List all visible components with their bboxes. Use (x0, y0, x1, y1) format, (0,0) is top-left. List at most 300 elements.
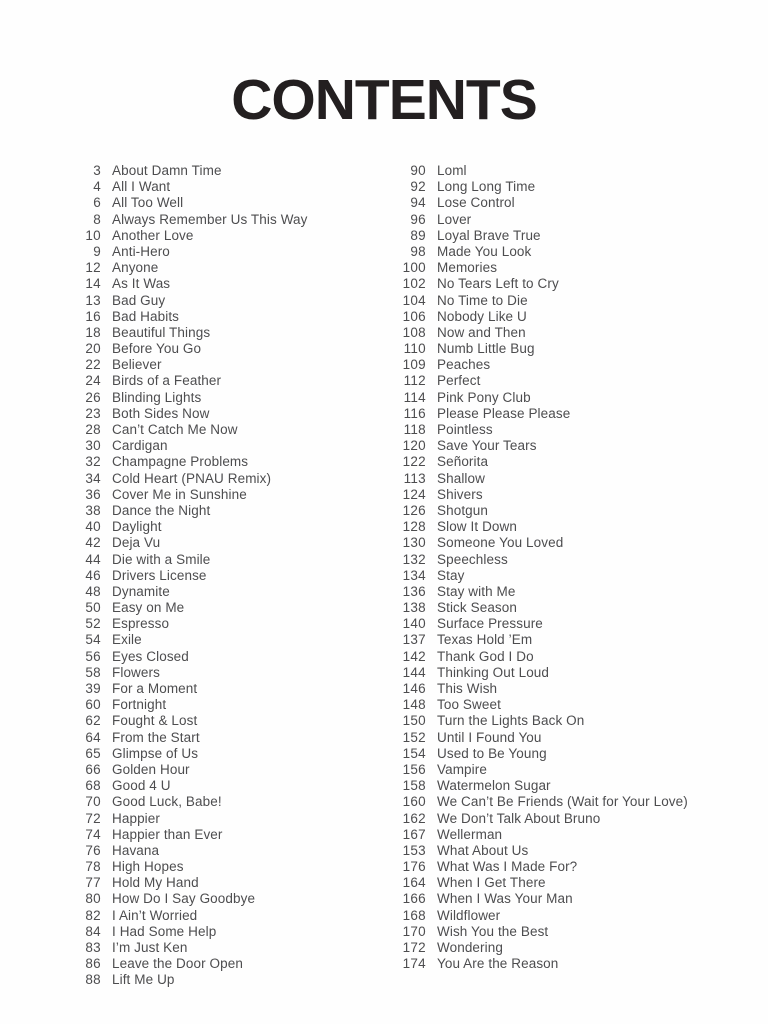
toc-entry-song-title: Long Long Time (437, 179, 536, 195)
toc-entry-page-number: 132 (402, 551, 426, 567)
toc-entry-page-number: 38 (85, 502, 101, 518)
toc-entry-page-number: 82 (85, 907, 101, 923)
toc-entry-page-number: 152 (402, 729, 426, 745)
toc-entry-page-number: 34 (85, 470, 101, 486)
toc-entry-song-title: Daylight (112, 519, 162, 535)
toc-entry-song-title: Can’t Catch Me Now (112, 422, 238, 437)
toc-entry (386, 454, 688, 470)
toc-entry-song-title: Drivers License (112, 567, 207, 583)
toc-entry-song-title: Surface Pressure (437, 616, 543, 632)
toc-entry-song-title: Both Sides Now (112, 405, 210, 421)
toc-entry-song-title: Champagne Problems (112, 454, 249, 470)
toc-entry-song-title: We Don’t Talk About Bruno (437, 810, 601, 826)
toc-entry-song-title: Watermelon Sugar (437, 778, 551, 794)
toc-entry-song-title: Perfect (437, 373, 481, 389)
toc-entry (61, 811, 308, 827)
contents-column-right (386, 163, 688, 972)
toc-entry (61, 665, 308, 681)
toc-entry-page-number: 162 (402, 810, 426, 826)
toc-entry-page-number: 8 (93, 211, 101, 227)
toc-entry (61, 309, 308, 325)
toc-entry-song-title: Thank God I Do (437, 648, 534, 664)
toc-entry (61, 827, 308, 843)
toc-entry (386, 373, 688, 389)
toc-entry-song-title: Good Luck, Babe! (112, 794, 222, 810)
toc-entry-song-title: Dynamite (112, 583, 170, 599)
toc-entry-page-number: 116 (403, 405, 426, 421)
toc-entry-song-title: Fought & Lost (112, 713, 198, 729)
toc-entry (61, 293, 308, 309)
toc-entry-page-number: 166 (402, 891, 426, 907)
toc-entry-page-number: 72 (85, 810, 101, 826)
toc-entry (61, 195, 308, 211)
toc-entry (61, 746, 308, 762)
toc-entry (386, 681, 688, 697)
toc-entry-page-number: 124 (402, 486, 426, 502)
toc-entry-page-number: 80 (85, 891, 101, 907)
toc-entry-song-title: Shivers (437, 486, 483, 502)
toc-entry-page-number: 13 (85, 292, 101, 308)
toc-entry-song-title: Loyal Brave True (437, 227, 541, 243)
toc-entry (386, 438, 688, 454)
toc-entry-page-number: 18 (85, 324, 101, 340)
toc-entry (386, 794, 688, 810)
toc-entry-page-number: 54 (85, 632, 101, 648)
toc-entry-song-title: Lose Control (437, 195, 515, 211)
toc-entry-song-title: Someone You Loved (437, 535, 564, 551)
toc-entry-song-title: Easy on Me (112, 600, 185, 616)
toc-entry-song-title: Cardigan (112, 438, 168, 454)
toc-entry (61, 891, 308, 907)
toc-entry (61, 649, 308, 665)
toc-entry-page-number: 44 (85, 551, 101, 567)
toc-entry-song-title: What About Us (437, 842, 529, 858)
toc-entry-song-title: When I Get There (437, 875, 546, 891)
toc-entry (61, 471, 308, 487)
toc-entry-page-number: 109 (402, 357, 426, 373)
toc-entry-song-title: Pointless (437, 422, 493, 437)
toc-entry-song-title: Eyes Closed (112, 648, 189, 664)
toc-entry (386, 260, 688, 276)
toc-entry (61, 730, 308, 746)
toc-entry (61, 762, 308, 778)
toc-entry (386, 244, 688, 260)
toc-entry-page-number: 77 (85, 875, 101, 891)
toc-entry (61, 632, 308, 648)
toc-entry-song-title: I Ain’t Worried (112, 907, 198, 923)
toc-entry-page-number: 153 (402, 842, 426, 858)
toc-entry (61, 454, 308, 470)
toc-entry (386, 422, 688, 438)
toc-entry-song-title: Pink Pony Club (437, 389, 531, 405)
toc-entry-song-title: Deja Vu (112, 535, 161, 551)
contents-column-left (61, 163, 308, 989)
toc-entry (386, 163, 688, 179)
toc-entry-page-number: 110 (403, 341, 426, 357)
toc-entry-song-title: Memories (437, 260, 498, 276)
toc-entry (386, 519, 688, 535)
toc-entry-page-number: 160 (402, 794, 426, 810)
toc-entry-page-number: 22 (85, 357, 101, 373)
toc-entry (386, 341, 688, 357)
toc-entry-song-title: Texas Hold ’Em (437, 632, 533, 648)
toc-entry-song-title: Before You Go (112, 341, 202, 357)
toc-entry-song-title: What Was I Made For? (437, 859, 578, 875)
toc-entry-page-number: 68 (85, 778, 101, 794)
toc-entry-song-title: Hold My Hand (112, 875, 199, 891)
toc-entry-song-title: High Hopes (112, 859, 184, 875)
toc-entry-song-title: As It Was (112, 276, 171, 292)
toc-entry-page-number: 78 (85, 859, 101, 875)
toc-entry (61, 908, 308, 924)
toc-entry (386, 487, 688, 503)
toc-entry (61, 924, 308, 940)
toc-entry (61, 584, 308, 600)
toc-entry-page-number: 126 (402, 502, 426, 518)
toc-entry-page-number: 167 (402, 826, 426, 842)
toc-entry-song-title: Wondering (437, 940, 503, 955)
toc-entry (386, 665, 688, 681)
toc-entry (61, 940, 308, 956)
toc-entry-page-number: 58 (85, 664, 101, 680)
toc-entry (386, 390, 688, 406)
toc-entry-song-title: When I Was Your Man (437, 891, 573, 907)
toc-entry-page-number: 6 (93, 195, 101, 211)
toc-entry-song-title: Until I Found You (437, 729, 542, 745)
toc-entry-page-number: 3 (93, 163, 101, 178)
toc-entry (61, 778, 308, 794)
toc-entry-song-title: Anyone (112, 260, 159, 276)
toc-entry-page-number: 62 (85, 713, 101, 729)
toc-entry-song-title: Anti-Hero (112, 243, 170, 259)
toc-entry-page-number: 120 (402, 438, 426, 454)
toc-entry-page-number: 150 (402, 713, 426, 729)
toc-entry (386, 212, 688, 228)
toc-entry-page-number: 26 (85, 389, 101, 405)
toc-entry-song-title: Now and Then (437, 324, 526, 340)
toc-entry-page-number: 36 (85, 486, 101, 502)
toc-entry (61, 535, 308, 551)
toc-entry-song-title: Stay (437, 567, 465, 583)
toc-entry-page-number: 154 (402, 745, 426, 761)
toc-entry-song-title: Another Love (112, 227, 194, 243)
toc-entry-song-title: Leave the Door Open (112, 956, 243, 972)
toc-entry-song-title: About Damn Time (112, 163, 222, 178)
toc-entry (386, 616, 688, 632)
toc-entry (386, 924, 688, 940)
toc-entry (61, 244, 308, 260)
toc-entry-song-title: This Wish (437, 681, 498, 696)
toc-entry (386, 325, 688, 341)
toc-entry-page-number: 20 (85, 341, 101, 357)
toc-entry-song-title: Lift Me Up (112, 972, 175, 988)
toc-entry (386, 179, 688, 195)
toc-entry-song-title: Thinking Out Loud (437, 664, 550, 680)
toc-entry-page-number: 148 (402, 697, 426, 713)
toc-entry-song-title: Bad Habits (112, 308, 180, 324)
toc-entry-song-title: Wish You the Best (437, 923, 549, 939)
toc-entry (386, 309, 688, 325)
toc-entry-song-title: Speechless (437, 551, 508, 567)
toc-entry (61, 697, 308, 713)
toc-entry-page-number: 137 (402, 632, 426, 648)
toc-entry-page-number: 113 (403, 470, 426, 486)
toc-entry-song-title: Señorita (437, 454, 489, 470)
toc-entry (386, 195, 688, 211)
toc-entry-page-number: 122 (402, 454, 426, 470)
toc-entry-page-number: 66 (85, 761, 101, 777)
toc-entry-page-number: 42 (85, 535, 101, 551)
toc-entry (61, 859, 308, 875)
toc-entry-song-title: All I Want (112, 179, 171, 195)
toc-entry-page-number: 172 (402, 940, 426, 955)
toc-entry (61, 276, 308, 292)
toc-entry (61, 179, 308, 195)
toc-entry-song-title: Save Your Tears (437, 438, 537, 454)
toc-entry (386, 713, 688, 729)
toc-entry (61, 163, 308, 179)
toc-entry-page-number: 9 (93, 243, 101, 259)
toc-entry-song-title: Good 4 U (112, 778, 171, 794)
toc-entry-page-number: 138 (402, 600, 426, 616)
toc-entry-page-number: 100 (402, 260, 426, 276)
toc-entry-song-title: Flowers (112, 664, 160, 680)
toc-entry (61, 373, 308, 389)
toc-entry (386, 746, 688, 762)
toc-entry-page-number: 52 (85, 616, 101, 632)
toc-entry (386, 843, 688, 859)
toc-entry-page-number: 30 (85, 438, 101, 454)
toc-entry (386, 827, 688, 843)
toc-entry-page-number: 128 (402, 519, 426, 535)
toc-entry-page-number: 86 (85, 956, 101, 972)
toc-entry (386, 875, 688, 891)
toc-entry (61, 212, 308, 228)
toc-entry (386, 730, 688, 746)
toc-entry-song-title: Birds of a Feather (112, 373, 222, 389)
toc-entry-page-number: 10 (85, 227, 101, 243)
toc-entry (61, 552, 308, 568)
toc-entry (386, 584, 688, 600)
toc-entry-page-number: 136 (402, 583, 426, 599)
toc-entry-page-number: 23 (85, 405, 101, 421)
toc-entry-page-number: 83 (85, 940, 101, 955)
toc-entry-page-number: 114 (403, 389, 426, 405)
toc-entry-song-title: No Time to Die (437, 292, 528, 308)
toc-entry (386, 600, 688, 616)
toc-entry (386, 357, 688, 373)
toc-entry-song-title: Too Sweet (437, 697, 501, 713)
toc-entry-song-title: For a Moment (112, 681, 198, 696)
toc-entry-page-number: 176 (402, 859, 426, 875)
toc-entry-page-number: 39 (85, 681, 101, 696)
toc-entry (386, 956, 688, 972)
toc-entry-song-title: Wildflower (437, 907, 501, 923)
toc-entry (386, 697, 688, 713)
toc-entry-song-title: Believer (112, 357, 162, 373)
toc-entry (386, 762, 688, 778)
toc-entry (61, 357, 308, 373)
toc-entry (61, 325, 308, 341)
toc-entry (386, 552, 688, 568)
toc-entry-page-number: 4 (93, 179, 101, 195)
toc-entry-page-number: 92 (410, 179, 426, 195)
toc-entry-song-title: Die with a Smile (112, 551, 211, 567)
toc-entry-song-title: Blinding Lights (112, 389, 202, 405)
toc-entry (61, 713, 308, 729)
page-title: CONTENTS (231, 68, 537, 132)
toc-entry-song-title: Wellerman (437, 826, 503, 842)
toc-entry (61, 600, 308, 616)
toc-entry-page-number: 140 (402, 616, 426, 632)
toc-entry-page-number: 146 (402, 681, 426, 696)
toc-entry-page-number: 130 (402, 535, 426, 551)
toc-entry (386, 568, 688, 584)
toc-entry-page-number: 60 (85, 697, 101, 713)
toc-entry-song-title: Stay with Me (437, 583, 516, 599)
toc-entry-song-title: Espresso (112, 616, 170, 632)
toc-entry (61, 956, 308, 972)
toc-entry-page-number: 94 (410, 195, 426, 211)
toc-entry-song-title: Glimpse of Us (112, 745, 199, 761)
toc-entry (61, 972, 308, 988)
toc-entry-song-title: I’m Just Ken (112, 940, 188, 955)
toc-entry (61, 503, 308, 519)
toc-entry (61, 487, 308, 503)
toc-entry-song-title: Lover (437, 211, 472, 227)
toc-entry-song-title: Shallow (437, 470, 485, 486)
toc-entry-song-title: Made You Look (437, 243, 532, 259)
toc-entry-song-title: Happier than Ever (112, 826, 223, 842)
toc-entry-song-title: Fortnight (112, 697, 167, 713)
toc-entry (61, 422, 308, 438)
toc-entry-song-title: No Tears Left to Cry (437, 276, 559, 292)
toc-entry-song-title: Havana (112, 842, 160, 858)
toc-entry (61, 260, 308, 276)
toc-entry-song-title: Bad Guy (112, 292, 166, 308)
toc-entry (386, 471, 688, 487)
toc-entry (61, 794, 308, 810)
toc-entry-song-title: Cold Heart (PNAU Remix) (112, 470, 272, 486)
toc-entry-song-title: All Too Well (112, 195, 184, 211)
toc-entry-page-number: 88 (85, 972, 101, 988)
toc-entry-page-number: 84 (85, 923, 101, 939)
toc-entry-page-number: 98 (410, 243, 426, 259)
toc-entry-song-title: You Are the Reason (437, 956, 559, 972)
toc-entry (386, 406, 688, 422)
toc-entry (61, 406, 308, 422)
toc-entry (61, 681, 308, 697)
toc-entry-page-number: 50 (85, 600, 101, 616)
toc-entry (386, 276, 688, 292)
toc-entry-page-number: 134 (402, 567, 426, 583)
toc-entry (61, 519, 308, 535)
toc-entry-song-title: Turn the Lights Back On (437, 713, 585, 729)
toc-entry-page-number: 102 (402, 276, 426, 292)
toc-entry-page-number: 112 (403, 373, 426, 389)
toc-entry (61, 843, 308, 859)
toc-entry-page-number: 14 (85, 276, 101, 292)
toc-entry-song-title: Exile (112, 632, 142, 648)
toc-entry-page-number: 48 (85, 583, 101, 599)
toc-entry-page-number: 28 (85, 422, 101, 437)
toc-entry (386, 535, 688, 551)
toc-entry-page-number: 144 (402, 664, 426, 680)
toc-entry-song-title: Shotgun (437, 502, 488, 518)
toc-entry-page-number: 96 (410, 211, 426, 227)
toc-entry-page-number: 156 (402, 761, 426, 777)
toc-entry-song-title: Happier (112, 810, 160, 826)
toc-entry (386, 811, 688, 827)
toc-entry (61, 341, 308, 357)
toc-entry-song-title: Used to Be Young (437, 745, 547, 761)
toc-entry (386, 778, 688, 794)
toc-entry-page-number: 118 (403, 422, 426, 437)
toc-entry-page-number: 46 (85, 567, 101, 583)
toc-entry-song-title: We Can’t Be Friends (Wait for Your Love) (437, 794, 688, 810)
toc-entry-page-number: 108 (402, 324, 426, 340)
toc-entry (386, 891, 688, 907)
toc-entry-page-number: 56 (85, 648, 101, 664)
toc-entry (61, 616, 308, 632)
toc-entry-page-number: 174 (402, 956, 426, 972)
toc-entry-page-number: 32 (85, 454, 101, 470)
toc-entry-song-title: Always Remember Us This Way (112, 211, 308, 227)
toc-entry-song-title: Loml (437, 163, 467, 178)
toc-entry-page-number: 168 (402, 907, 426, 923)
toc-entry-page-number: 12 (85, 260, 101, 276)
toc-entry (61, 438, 308, 454)
toc-entry-song-title: Slow It Down (437, 519, 517, 535)
toc-entry-page-number: 74 (85, 826, 101, 842)
toc-entry (386, 649, 688, 665)
toc-entry (61, 875, 308, 891)
toc-entry (61, 228, 308, 244)
toc-entry (386, 940, 688, 956)
toc-entry-song-title: Please Please Please (437, 405, 571, 421)
toc-entry-page-number: 106 (402, 308, 426, 324)
toc-entry (386, 503, 688, 519)
toc-entry-song-title: From the Start (112, 729, 200, 745)
toc-entry (386, 859, 688, 875)
toc-entry-song-title: I Had Some Help (112, 923, 217, 939)
toc-entry-song-title: Dance the Night (112, 502, 211, 518)
toc-entry-page-number: 142 (402, 648, 426, 664)
toc-entry-song-title: Peaches (437, 357, 491, 373)
toc-entry-page-number: 76 (85, 842, 101, 858)
toc-entry (386, 908, 688, 924)
toc-entry-song-title: Golden Hour (112, 761, 190, 777)
toc-entry-page-number: 70 (85, 794, 101, 810)
toc-entry-page-number: 158 (402, 778, 426, 794)
toc-entry-page-number: 104 (402, 292, 426, 308)
toc-entry-song-title: Nobody Like U (437, 308, 527, 324)
toc-entry-song-title: Stick Season (437, 600, 517, 616)
toc-entry (61, 390, 308, 406)
toc-entry-song-title: Numb Little Bug (437, 341, 535, 357)
toc-entry (61, 568, 308, 584)
toc-entry-page-number: 90 (410, 163, 426, 178)
toc-entry-song-title: Vampire (437, 761, 487, 777)
toc-entry-song-title: Cover Me in Sunshine (112, 486, 247, 502)
toc-entry (386, 228, 688, 244)
toc-entry-page-number: 89 (410, 227, 426, 243)
toc-entry-song-title: How Do I Say Goodbye (112, 891, 256, 907)
toc-entry (386, 632, 688, 648)
toc-entry-page-number: 64 (85, 729, 101, 745)
toc-entry-page-number: 16 (85, 308, 101, 324)
toc-entry (386, 293, 688, 309)
